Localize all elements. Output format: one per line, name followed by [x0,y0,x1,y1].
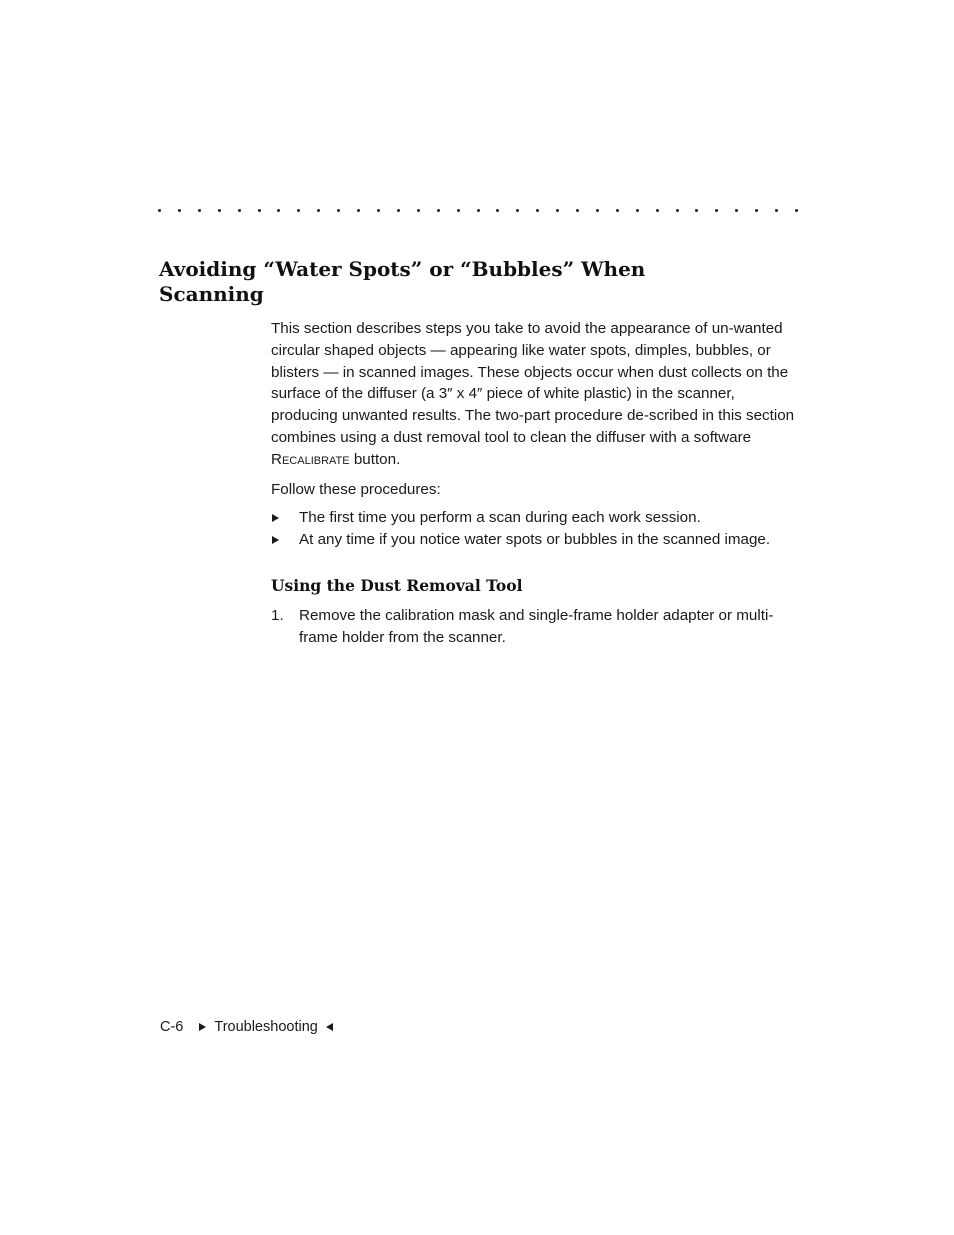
triangle-bullet-icon [272,514,279,522]
bullet-text: The first time you perform a scan during each work session. [299,509,701,527]
list-item [271,529,801,551]
follow-paragraph: Follow these procedures: [271,480,441,498]
triangle-bullet-icon [272,536,279,544]
page-footer [160,1016,333,1038]
recalibrate-term: Recalibrate [271,450,350,468]
step-text: Remove the calibration mask and single-frame holder adapter or multi-frame holder from the scanner. [299,606,774,646]
procedure-bullet-list [271,507,801,551]
step-list [271,605,801,649]
list-item [271,507,801,529]
body-column [271,318,801,649]
triangle-right-icon [199,1023,206,1031]
subsection-heading: Using the Dust Removal Tool [271,575,523,595]
step-number: 1. [271,606,284,624]
chapter-name: Troubleshooting [214,1019,318,1035]
dotted-rule [158,203,798,217]
bullet-text: At any time if you notice water spots or bubbles in the scanned image. [299,531,771,549]
intro-text: This section describes steps you take to avoid the appearance of un-wanted circular shaped objects — appearing like water spots, dimples, bubbles, or blisters — in scanned images. These objects occur when dust collects on the surface of the diffuser (a 3″ x 4″ piece of white plastic) in the scanner, producing unwanted results. The two-part procedure de-scribed in this section combines using a dust removal tool to clean the diffuser with a software [271,320,795,446]
intro-paragraph [271,318,801,471]
page-number: C-6 [160,1019,184,1035]
list-item [271,605,801,649]
triangle-left-icon [326,1023,333,1031]
intro-text-end: button. [349,450,401,468]
section-heading: Avoiding “Water Spots” or “Bubbles” When Scanning [159,257,646,306]
